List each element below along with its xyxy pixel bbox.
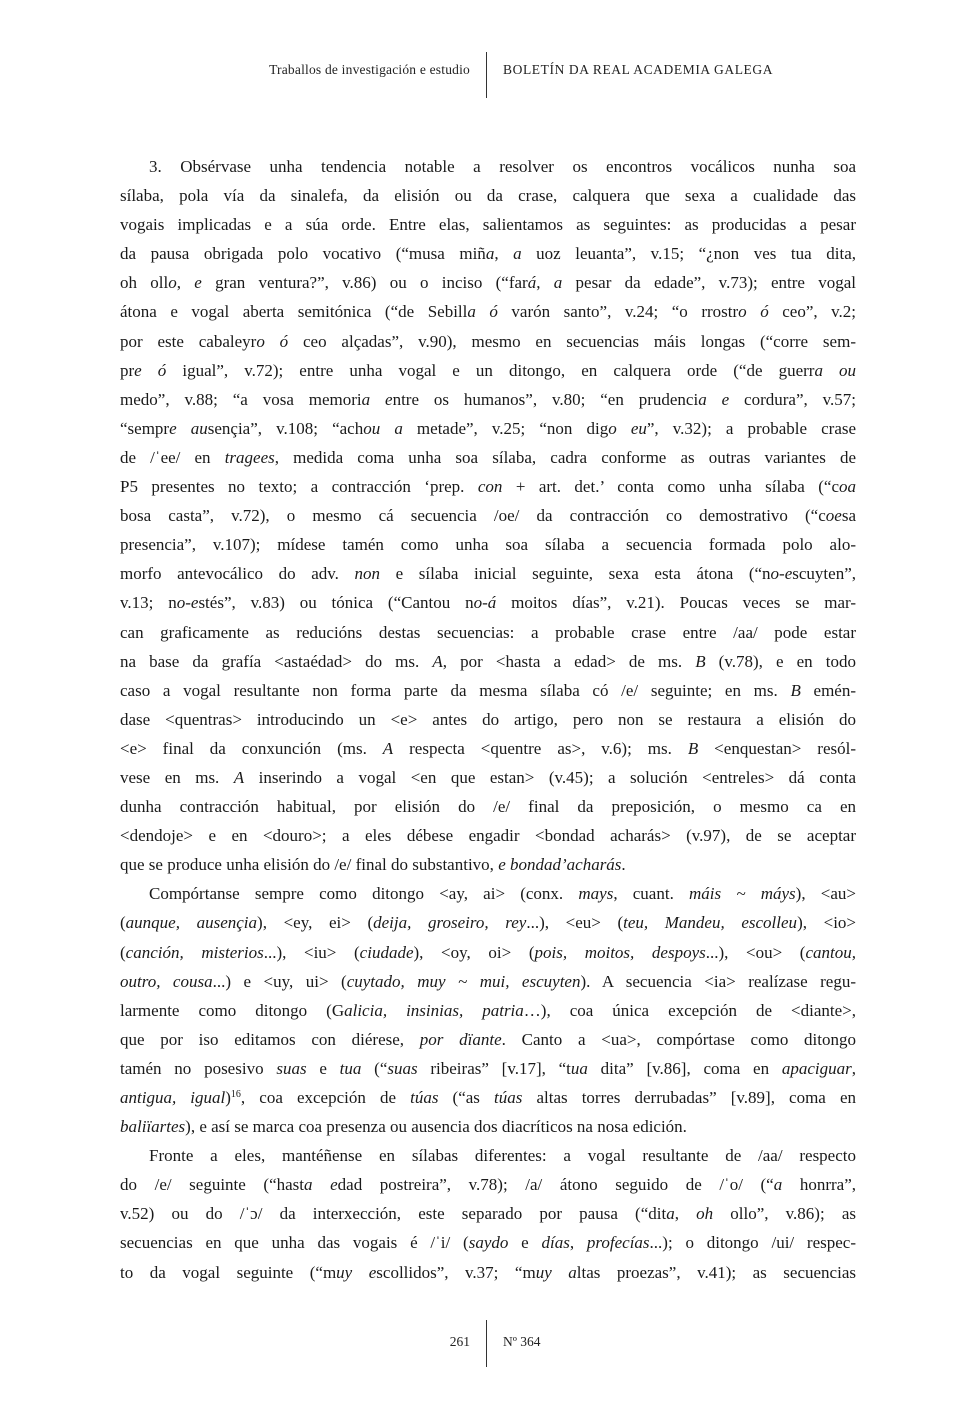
italic-segment: túas (494, 1088, 523, 1107)
text-segment[interactable]: ( (120, 942, 126, 962)
italic-segment: o-e (176, 593, 199, 613)
text-segment[interactable]: do /e/ seguinte (“hast (120, 1175, 305, 1195)
italic-segment: canción, misterios (125, 942, 264, 962)
text-segment[interactable]: scuyten”, (792, 564, 856, 584)
italic-segment: a e (361, 389, 393, 409)
italic-segment: a (553, 273, 563, 293)
italic-segment: baliïartes (120, 1117, 186, 1137)
text-segment[interactable]: “sempr (120, 418, 170, 438)
text-segment[interactable]: pr (120, 360, 135, 380)
italic-segment: B (687, 738, 699, 758)
text-segment[interactable]: gran ventura?”, v.86) ou o inciso (“far (201, 273, 528, 293)
text-line (120, 1228, 856, 1257)
text-segment[interactable]: átona e vogal aberta semitónica (“de Sebill (120, 302, 468, 322)
text-segment[interactable]: moitos días”, v.21). Poucas veces se mar- (496, 593, 856, 613)
text-segment[interactable]: medo”, v.88; “a vosa memori (120, 389, 362, 409)
italic-segment: cuytado, muy ~ mui, escuyten (346, 971, 581, 991)
text-segment[interactable]: ...), <eu> ( (526, 913, 624, 933)
italic-segment: o-á (473, 593, 497, 613)
italic-segment: tua (339, 1058, 362, 1078)
text-segment[interactable]: ...), <iu> ( (263, 942, 360, 962)
text-line (120, 676, 856, 705)
text-line (120, 705, 856, 734)
text-line (120, 1170, 856, 1199)
text-line (120, 559, 856, 588)
text-segment[interactable]: ”, v.32); a probable crase (646, 418, 856, 438)
text-line (120, 356, 856, 385)
page-number: 261 (449, 1334, 470, 1349)
italic-segment: a e (698, 389, 730, 409)
header-journal-title: BOLETÍN DA REAL ACADEMIA GALEGA (503, 62, 774, 77)
text-segment[interactable]: ), <io> (797, 913, 856, 933)
text-line (120, 1025, 856, 1054)
italic-segment: a (513, 244, 522, 264)
text-segment[interactable]: igual”, v.72); entre unha vogal e un ditongo, en calquera orde (“de guerr (166, 360, 815, 380)
italic-segment: uy e (336, 1262, 377, 1282)
italic-segment: ciudade (359, 942, 414, 962)
italic-segment: a ó (467, 302, 498, 322)
text-segment[interactable]: 3. Obsérvase unha tendencia notable a resolver os encontros vocálicos nunha soa (149, 157, 856, 176)
text-segment[interactable]: de /ˈee/ en (120, 447, 225, 467)
italic-segment: e (194, 273, 202, 293)
text-segment[interactable]: morfo antevocálico do adv. (120, 564, 355, 584)
text-segment[interactable]: Fronte a eles, mantéñense en sílabas diferentes: a vogal resultante de /aa/ respecto (149, 1146, 856, 1166)
text-segment[interactable]: (“as (438, 1088, 495, 1107)
text-segment[interactable]: , (494, 244, 514, 264)
text-segment[interactable]: ...); o ditongo /ui/ respec- (649, 1233, 856, 1253)
text-line (120, 1083, 856, 1112)
text-segment[interactable]: honrra”, (782, 1175, 856, 1195)
italic-segment: A (233, 767, 245, 787)
footnote-reference[interactable]: 16 (230, 1089, 241, 1100)
text-segment[interactable]: ( (120, 913, 126, 933)
text-segment[interactable]: to da vogal seguinte (“m (120, 1262, 337, 1282)
text-line (120, 501, 856, 530)
text-line (120, 181, 856, 210)
text-segment[interactable]: ), <ey, ei> ( (257, 913, 374, 933)
italic-segment: ou a (363, 418, 403, 438)
text-segment[interactable]: , (851, 1058, 856, 1078)
text-segment[interactable]: sençia”, v.108; “ach (207, 418, 364, 438)
header-divider (486, 52, 487, 98)
italic-segment: a ou (814, 360, 856, 380)
italic-segment: profecías (586, 1233, 650, 1253)
text-segment[interactable]: ...) e <uy, ui> ( (212, 971, 347, 991)
italic-segment: uy a (535, 1262, 577, 1282)
text-line (120, 414, 856, 443)
italic-segment: antigua, igual (120, 1088, 226, 1107)
text-segment[interactable]: , (674, 1204, 697, 1224)
text-segment[interactable]: cordura”, v.57; (729, 389, 856, 409)
text-line (120, 1199, 856, 1228)
italic-segment: a e (304, 1175, 338, 1195)
italic-segment: días (541, 1233, 570, 1253)
text-segment[interactable]: que por iso editamos con diérese, (120, 1029, 420, 1049)
text-segment[interactable]: ), <oy, oi> ( (413, 942, 535, 962)
text-line (120, 647, 856, 676)
text-segment[interactable]: (“ (361, 1058, 388, 1078)
italic-segment: mays (578, 884, 614, 904)
text-segment[interactable]: e sílaba inicial seguinte, sexa esta átona (“n (380, 564, 771, 584)
text-segment[interactable]: uoz leuanta”, v.15; “¿non ves tua dita, (521, 244, 856, 264)
text-line (120, 996, 856, 1025)
italic-segment: non (354, 564, 381, 584)
italic-segment: B (695, 651, 706, 671)
text-segment[interactable]: ceo”, v.2; (768, 302, 856, 322)
text-line (120, 938, 856, 967)
text-segment[interactable]: varón santo”, v.24; “o rrostr (497, 302, 739, 322)
text-segment[interactable]: vogais implicadas e a súa orde. Entre elas, salientamos as seguintes: as producidas a pesar (120, 215, 856, 235)
text-segment[interactable]: P5 presentes no texto; a contracción ‘prep. (120, 477, 478, 497)
text-segment[interactable]: <e> final da conxunción (ms. (120, 738, 383, 758)
text-segment[interactable]: vese en ms. (120, 767, 234, 787)
text-line (120, 210, 856, 239)
italic-segment: o (168, 273, 177, 293)
text-segment[interactable]: <dendoje> e en <douro>; a eles débese engadir <bondad acharás> (v.97), de se aceptar (120, 826, 856, 846)
text-segment[interactable]: ollo”, v.86); as (713, 1204, 856, 1224)
text-segment[interactable]: , medida coma unha soa sílaba, cadra conforme as outras variantes de (274, 447, 856, 467)
text-segment[interactable]: larmente como ditongo (G (120, 1000, 345, 1020)
text-segment[interactable]: por este cabaleyr (120, 331, 257, 351)
text-line (120, 385, 856, 414)
text-segment[interactable]: v.52) ou do /ˈɔ/ da interxección, este separado por pausa (“dit (120, 1204, 667, 1224)
text-line (120, 1141, 856, 1170)
text-segment[interactable]: ...), <ou> ( (705, 942, 806, 962)
text-segment[interactable]: stés”, v.83) ou tónica (“Cantou n (198, 593, 474, 613)
header-section-title: Traballos de investigación e estudio (269, 62, 470, 77)
text-segment[interactable]: altas torres derrubadas” [v.89], coma en (522, 1088, 856, 1107)
text-segment[interactable]: can graficamente as reducións destas secuencias: a probable crase entre /aa/ pode estar (120, 622, 856, 642)
italic-segment: e bondad’acharás (498, 855, 622, 875)
italic-segment: outro, cousa (120, 971, 213, 991)
text-segment[interactable]: da pausa obrigada polo vocativo (“musa miñ (120, 244, 486, 264)
text-line (120, 763, 856, 792)
text-segment[interactable]: sílaba, pola vía da sinalefa, da elisión ou da crase, calquera que sexa a cualidade das (120, 186, 856, 206)
text-segment[interactable]: (v.78), e en todo (705, 651, 856, 671)
italic-segment: o-e (770, 564, 793, 584)
text-segment[interactable]: presencia”, v.107); mídese tamén como unha soa sílaba a secuencia formada polo alo- (120, 535, 856, 555)
text-segment[interactable]: ceo alçadas”, v.90), mesmo en secuencias máis longas (“corre sem- (288, 331, 856, 351)
text-segment[interactable]: dunha contracción habitual, por elisión do /e/ final da preposición, o mesmo ca en (120, 797, 856, 817)
text-segment[interactable]: secuencias en que unha das vogais é /ˈi/ ( (120, 1233, 469, 1253)
text-line (120, 268, 856, 297)
italic-segment: oa (839, 477, 856, 497)
text-segment[interactable]: metade”, v.25; “non dig (402, 418, 609, 438)
italic-segment: B (790, 680, 801, 700)
text-segment[interactable]: , (176, 273, 195, 293)
italic-segment: o eu (608, 418, 647, 438)
text-segment[interactable]: respecta <quentre as>, v.6); ms. (393, 738, 688, 758)
italic-segment: ua (570, 1058, 588, 1078)
text-line (120, 588, 856, 617)
text-line (120, 618, 856, 647)
italic-segment: a (485, 244, 495, 264)
text-line (120, 967, 856, 996)
text-line (120, 239, 856, 268)
italic-segment: suas (387, 1058, 418, 1078)
italic-segment: pois, moitos, despoys (534, 942, 706, 962)
italic-segment: cantou, (805, 942, 856, 962)
text-segment[interactable]: ntre os humanos”, v.80; “en prudenci (392, 389, 699, 409)
italic-segment: e au (169, 418, 208, 438)
text-segment[interactable]: . (621, 855, 626, 875)
footer-divider (486, 1320, 487, 1367)
text-line (120, 443, 856, 472)
text-line (120, 530, 856, 559)
text-segment[interactable]: tamén no posesivo (120, 1058, 277, 1078)
text-segment[interactable]: ), e así se marca coa presenza ou ausencia dos diacríticos na nosa edición. (185, 1117, 687, 1137)
issue-number: Nº 364 (503, 1334, 541, 1349)
italic-segment: saydo (468, 1233, 509, 1253)
italic-segment: A (382, 738, 394, 758)
text-line (120, 1112, 856, 1141)
italic-segment: apaciguar (781, 1058, 852, 1078)
text-segment[interactable]: sa (841, 506, 856, 526)
italic-segment: aunque, ausençia (125, 913, 258, 933)
text-segment[interactable]: ltas proezas”, v.41); as secuencias (576, 1262, 856, 1282)
text-segment[interactable]: e (508, 1233, 542, 1253)
text-segment[interactable]: , (569, 1233, 587, 1253)
text-line (120, 297, 856, 326)
text-line (120, 850, 856, 879)
text-segment[interactable]: + art. det.’ conta como unha sílaba (“c (502, 477, 840, 497)
text-segment[interactable]: …), coa única excepción de <diante>, (523, 1000, 856, 1020)
text-segment[interactable]: ), <au> (795, 884, 856, 904)
italic-segment: a (666, 1204, 675, 1224)
italic-segment: A (432, 651, 443, 671)
italic-segment: oe (825, 506, 842, 526)
italic-segment: á (527, 273, 537, 293)
text-segment[interactable]: Compórtanse sempre como ditongo <ay, ai> (conx. (149, 884, 579, 904)
text-line (120, 821, 856, 850)
text-line (120, 879, 856, 908)
text-segment[interactable]: v.13; n (120, 593, 177, 613)
italic-segment: oh (696, 1204, 714, 1224)
text-segment[interactable]: , (536, 273, 554, 293)
italic-segment: a (773, 1175, 783, 1195)
italic-segment: alicia, insinias, patria (344, 1000, 524, 1020)
text-segment[interactable]: , coa excepción de (240, 1088, 411, 1107)
italic-segment: máis ~ máys (689, 884, 796, 904)
text-segment[interactable]: <enquestan> resól- (698, 738, 856, 758)
italic-segment: e ó (134, 360, 167, 380)
italic-segment: o ó (256, 331, 289, 351)
text-segment[interactable]: ). A secuencia <ia> realízase regu- (580, 971, 856, 991)
text-segment[interactable]: ribeiras” [v.17], “t (417, 1058, 571, 1078)
text-segment[interactable]: e (306, 1058, 340, 1078)
text-line (120, 734, 856, 763)
text-segment[interactable]: emén- (800, 680, 856, 700)
text-segment[interactable]: scollidos”, v.37; “m (376, 1262, 536, 1282)
italic-segment: con (477, 477, 503, 497)
text-line (120, 1258, 856, 1287)
text-segment[interactable]: ) (225, 1088, 231, 1107)
text-segment[interactable]: caso a vogal resultante non forma parte da mesma sílaba có /e/ seguinte; en ms. (120, 680, 791, 700)
text-segment[interactable]: dita” [v.86], coma en (587, 1058, 782, 1078)
text-segment[interactable]: que se produce unha elisión do /e/ final do substantivo, (120, 855, 499, 875)
text-segment[interactable]: na base da grafía <astaédad> do ms. (120, 651, 433, 671)
text-line (120, 327, 856, 356)
text-segment[interactable]: . Canto a <ua>, compórtase como ditongo (501, 1029, 856, 1049)
italic-segment: tragees (224, 447, 275, 467)
text-line (120, 792, 856, 821)
text-segment[interactable]: , cuant. (613, 884, 690, 904)
text-segment[interactable]: bosa casta”, v.72), o mesmo cá secuencia /oe/ da contracción co demostrativo (“c (120, 506, 826, 526)
italic-segment: teu, Mandeu, escolleu (623, 913, 798, 933)
body-text (120, 152, 856, 1287)
text-segment[interactable]: dad postreira”, v.78); /a/ átono seguido de /ˈo/ (“ (337, 1175, 774, 1195)
text-line (120, 472, 856, 501)
italic-segment: por dïante (419, 1029, 502, 1049)
text-segment[interactable]: oh oll (120, 273, 169, 293)
text-line (120, 152, 856, 181)
italic-segment: suas (276, 1058, 307, 1078)
italic-segment: túas (410, 1088, 439, 1107)
text-segment[interactable]: , por <hasta a edad> de ms. (442, 651, 696, 671)
italic-segment: o ó (738, 302, 769, 322)
text-segment[interactable]: inserindo a vogal <en que estan> (v.45); a solución <entreles> dá conta (244, 767, 856, 787)
italic-segment: deija, groseiro, rey (373, 913, 527, 933)
text-line (120, 1054, 856, 1083)
text-segment[interactable]: dase <quentras> introducindo un <e> antes do artigo, pero non se restaura a elisión do (120, 709, 856, 729)
text-line (120, 908, 856, 937)
text-segment[interactable]: pesar da edade”, v.73); entre vogal (562, 273, 856, 293)
